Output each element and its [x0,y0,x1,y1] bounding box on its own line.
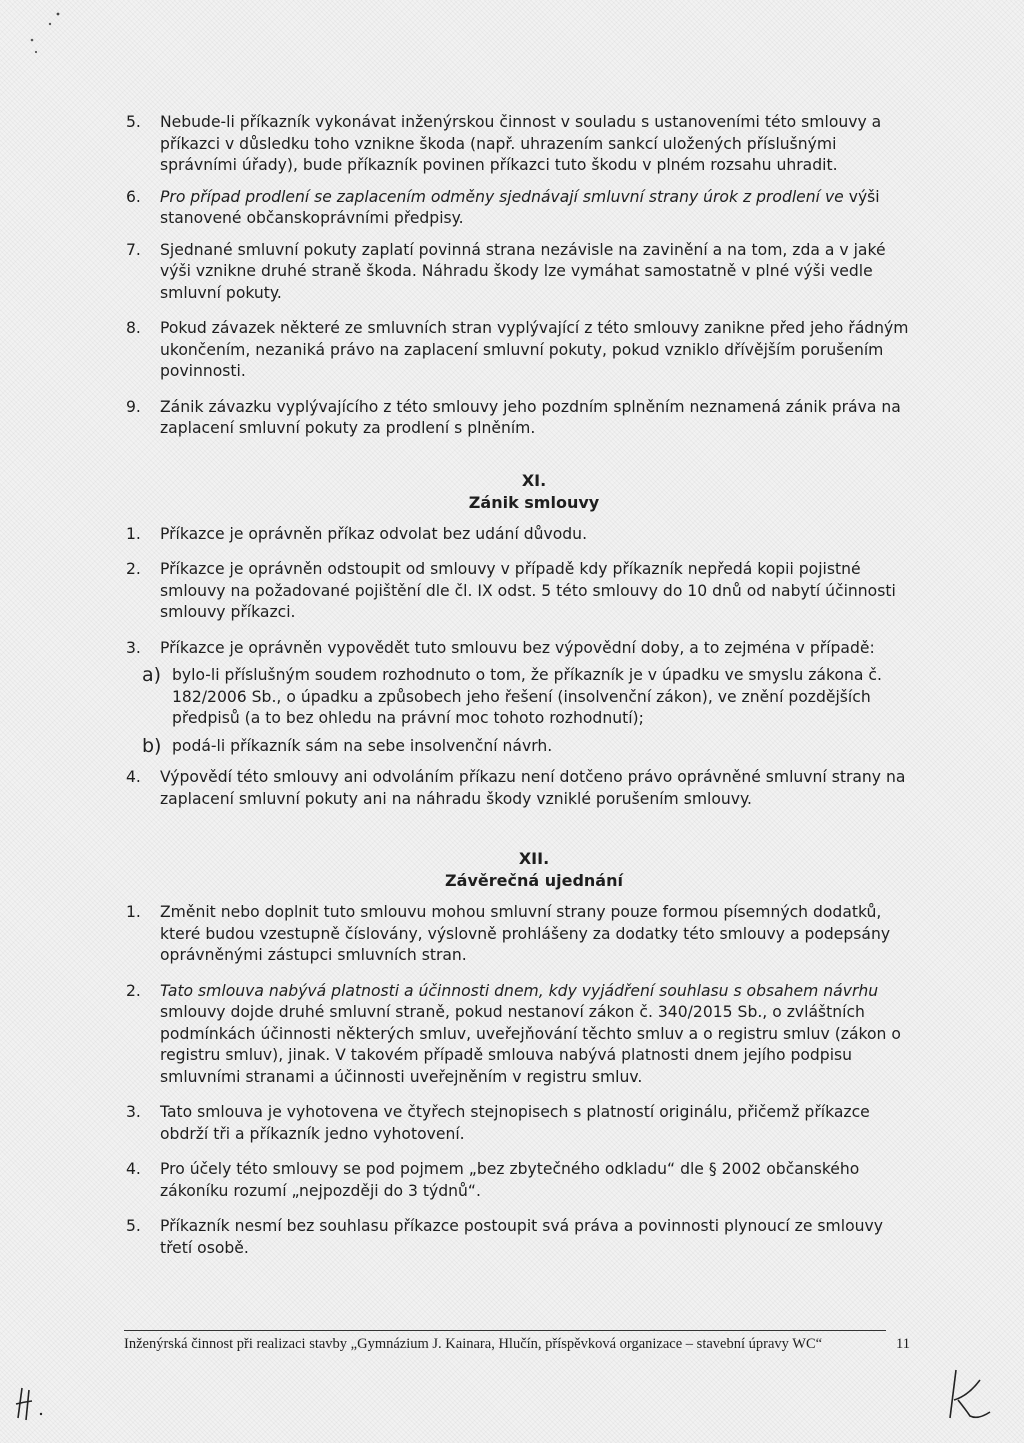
sub-list-item [124,736,914,758]
item-text: Zánik závazku vyplývajícího z této smlouvy jeho pozdním splněním neznamená zánik práva na zaplacení smluvní pokuty za prodlení s plněním. [160,397,901,437]
item-number: 1. [126,524,141,543]
item-text: Příkazce je oprávněn příkaz odvolat bez udání důvodu. [160,524,588,543]
item-number: 4. [126,768,141,786]
item-text: Výpovědí této smlouvy ani odvoláním příkazu není dotčeno právo oprávněné smluvní strany na zaplacení smluvní pokuty ani na náhradu škody vzniklé porušením smlouvy. [160,768,906,808]
list-item [124,524,914,546]
list-item [124,240,914,305]
section-number: XI. [521,470,547,490]
item-text: smlouvy dojde druhé smluvní straně, pokud nestanoví zákon č. 340/2015 Sb., o zvláštních podmínkách účinnosti některých smluv, uveřejňování těchto smluv a o registru smluv (zákon o registru smluv), jinak. V takovém případě smlouva nabývá platnosti dnem jejího podpisu smluvními stranami a účinnosti uveřejněním v registru smluv. [160,1003,901,1086]
footer-rule [124,1330,886,1331]
item-number: 4. [126,1160,141,1178]
handwritten-initial-right [940,1364,1000,1424]
sub-list-item [124,665,914,730]
item-text: Sjednané smluvní pokuty zaplatí povinná strana nezávisle na zavinění a na tom, zda a v jaké výši vznikne druhé straně škoda. Náhradu škody lze vymáhat samostatně v plné výši vedle smluvní pokuty. [160,240,886,302]
item-text: Nebude-li příkazník vykonávat inženýrskou činnost v souladu s ustanoveními této smlouvy a příkazci v důsledku toho vznikne škoda (např. uhrazením sankcí uložených příslušnými správními úřady), bude příkazník povinen příkazci tuto škodu v plném rozsahu uhradit. [160,113,882,174]
item-text: Příkazník nesmí bez souhlasu příkazce postoupit svá práva a povinnosti plynoucí ze smlouvy třetí osobě. [160,1217,883,1257]
item-text: Příkazce je oprávněn odstoupit od smlouvy v případě kdy příkazník nepředá kopii pojistné smlouvy na požadované pojištění dle čl. IX odst. 5 této smlouvy do 10 dnů od nabytí účinnosti smlouvy příkazci. [160,560,896,621]
item-text: Změnit nebo doplnit tuto smlouvu mohou smluvní strany pouze formou písemných dodatků, které budou vzestupně číslovány, výslovně prohlášeny za dodatky této smlouvy a podepsány oprávněnými zástupci smluvních stran. [160,903,891,964]
list-item [124,638,914,660]
page-footer [124,1335,910,1354]
item-text: Pokud závazek některé ze smluvních stran vyplývající z této smlouvy zanikne před jeho řádným ukončením, nezaniká právo na zaplacení smluvní pokuty, pokud vzniklo dřívějším porušením povinnosti. [160,319,909,380]
sub-item-letter: b) [142,734,162,757]
document-body [124,112,914,1259]
list-item [124,187,914,230]
item-text: výši stanovené občanskoprávními předpisy. [160,187,880,227]
item-number: 9. [126,397,141,416]
handwritten-initial-left [12,1384,52,1424]
sub-item-letter: a) [142,664,162,686]
item-number: 8. [126,319,141,337]
item-text: Tato smlouva je vyhotovena ve čtyřech stejnopisech s platností originálu, přičemž příkazce obdrží tři a příkazník jedno vyhotovení. [160,1103,870,1143]
item-number: 6. [126,187,141,206]
item-text-italic: Pro případ prodlení se zaplacením odměny sjednávají smluvní strany úrok z prodlení ve [160,187,844,206]
item-number: 3. [126,638,141,657]
item-number: 2. [126,560,141,578]
list-item [124,1216,914,1259]
list-item [124,112,914,177]
list-item [124,1159,914,1202]
item-text: Příkazce je oprávněn vypovědět tuto smlouvu bez výpovědní doby, a to zejména v případě: [160,638,875,657]
item-number: 3. [126,1103,141,1121]
item-number: 5. [126,113,141,131]
item-number: 5. [126,1217,141,1235]
item-number: 2. [126,981,141,1000]
sub-item-text: bylo-li příslušným soudem rozhodnuto o tom, že příkazník je v úpadku ve smyslu zákona č. 182/2006 Sb., o úpadku a způsobech jeho řešení (insolvenční zákon), ve znění pozdějších předpisů (a to bez ohledu na právní moc tohoto rozhodnutí); [172,666,882,727]
item-number: 7. [126,240,141,259]
page-number: 11 [896,1336,910,1352]
list-item [124,902,914,967]
list-item [124,981,914,1089]
section-number: XII. [518,849,550,868]
list-item [124,318,914,383]
section-title: Zánik smlouvy [468,492,600,512]
scan-specks [20,8,70,58]
list-item [124,767,914,810]
list-item [124,1102,914,1145]
footer-text: Inženýrská činnost při realizaci stavby „Gymnázium J. Kainara, Hlučín, příspěvková organizace – stavební úpravy WC“ [124,1336,823,1352]
item-text-italic: Tato smlouva nabývá platnosti a účinnosti dnem, kdy vyjádření souhlasu s obsahem návrhu [160,981,879,1000]
section-title: Závěrečná ujednání [445,871,623,890]
list-item [124,397,914,440]
sub-item-text: podá-li příkazník sám na sebe insolvenční návrh. [172,736,553,755]
item-number: 1. [126,903,141,921]
list-item [124,559,914,624]
item-text: Pro účely této smlouvy se pod pojmem „bez zbytečného odkladu“ dle § 2002 občanského zákoníku rozumí „nejpozději do 3 týdnů“. [160,1160,860,1200]
